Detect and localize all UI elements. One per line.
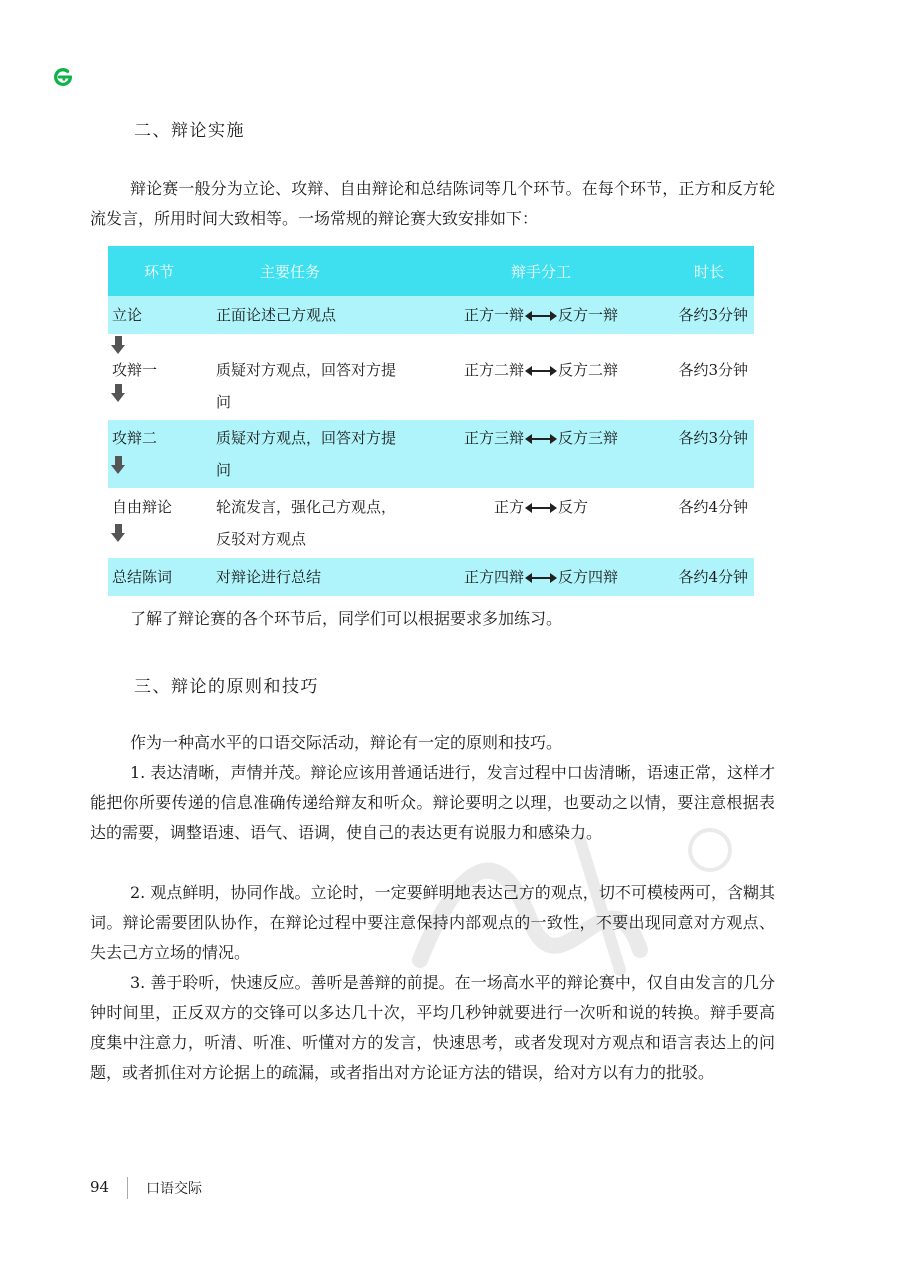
- header-roles: 辩手分工: [510, 262, 571, 281]
- section-heading-implementation: 二、辩论实施: [134, 121, 245, 141]
- duration-cell: 各约4分钟: [678, 498, 748, 516]
- stage-cell: 攻辩一: [112, 361, 158, 379]
- con-speaker: 反方: [558, 498, 589, 516]
- page-number: 94: [90, 1178, 110, 1196]
- header-stage: 环节: [144, 262, 175, 281]
- table-row: [108, 488, 754, 558]
- table-header-row: [108, 246, 754, 296]
- double-arrow-icon: [525, 573, 557, 583]
- task-cell: 质疑对方观点，回答对方提问: [216, 361, 397, 411]
- double-arrow-icon: [525, 434, 557, 444]
- double-arrow-icon: [525, 366, 557, 376]
- stage-cell: 立论: [112, 306, 143, 324]
- duration-cell: 各约4分钟: [678, 568, 748, 586]
- roles-cell: [431, 558, 651, 596]
- roles-cell: [431, 296, 651, 334]
- pro-speaker: 正方二辩: [463, 361, 524, 379]
- duration-cell: 各约3分钟: [678, 429, 748, 447]
- after-table-paragraph: 了解了辩论赛的各个环节后，同学们可以根据要求多加练习。: [130, 609, 563, 628]
- con-speaker: 反方二辩: [558, 361, 619, 379]
- principle-two-paragraph: 2. 观点鲜明，协同作战。立论时，一定要鲜明地表达己方的观点，切不可模棱两可，含糊其词。辩论需要团队协作，在辩论过程中要注意保持内部观点的一致性，不要出现同意对方观点、失去己方立场的情况。: [90, 883, 775, 962]
- roles-cell: [431, 334, 651, 420]
- debate-schedule-table: [108, 246, 754, 596]
- con-speaker: 反方三辩: [558, 429, 619, 447]
- pro-speaker: 正方一辩: [463, 306, 524, 324]
- footer-section-label: 口语交际: [146, 1181, 202, 1197]
- task-cell: 质疑对方观点，回答对方提问: [216, 429, 397, 479]
- stage-cell: 总结陈词: [112, 568, 173, 586]
- footer-divider: [127, 1177, 128, 1199]
- principles-intro-paragraph: 作为一种高水平的口语交际活动，辩论有一定的原则和技巧。: [130, 733, 563, 752]
- down-arrow-icon: [112, 384, 126, 402]
- task-cell: 对辩论进行总结: [216, 568, 322, 586]
- double-arrow-icon: [525, 311, 557, 321]
- table-row: [108, 558, 754, 596]
- roles-cell: [431, 420, 651, 488]
- pro-speaker: 正方: [493, 498, 524, 516]
- stage-cell: 攻辩二: [112, 429, 158, 447]
- down-arrow-icon: [112, 524, 126, 542]
- task-cell: 轮流发言，强化己方观点，反驳对方观点: [216, 498, 397, 548]
- table-row: [108, 420, 754, 488]
- principle-three-paragraph: 3. 善于聆听，快速反应。善听是善辩的前提。在一场高水平的辩论赛中，仅自由发言的几分钟时间里，正反双方的交锋可以多达几十次，平均几秒钟就要进行一次听和说的转换。辩手要高度集中注意力，听清、听准、听懂对方的发言，快速思考，或者发现对方观点和语言表达上的问题，或者抓住对方论据上的疏漏，或者指出对方论证方法的错误，给对方以有力的批驳。: [90, 973, 775, 1082]
- table-row: [108, 334, 754, 420]
- publisher-logo-icon: [52, 66, 74, 88]
- section-heading-principles: 三、辩论的原则和技巧: [134, 677, 319, 697]
- con-speaker: 反方四辩: [558, 568, 619, 586]
- down-arrow-icon: [112, 456, 126, 474]
- intro-paragraph: 辩论赛一般分为立论、攻辩、自由辩论和总结陈词等几个环节。在每个环节，正方和反方轮流发言，所用时间大致相等。一场常规的辩论赛大致安排如下：: [90, 179, 775, 228]
- duration-cell: 各约3分钟: [678, 361, 748, 379]
- con-speaker: 反方一辩: [558, 306, 619, 324]
- roles-cell: [431, 488, 651, 558]
- stage-cell: 自由辩论: [112, 498, 173, 516]
- header-duration: 时长: [693, 262, 724, 281]
- header-task: 主要任务: [260, 262, 321, 281]
- pro-speaker: 正方四辩: [463, 568, 524, 586]
- table-row: [108, 296, 754, 334]
- double-arrow-icon: [525, 503, 557, 513]
- duration-cell: 各约3分钟: [678, 306, 748, 324]
- task-cell: 正面论述己方观点: [216, 306, 337, 324]
- principle-one-paragraph: 1. 表达清晰，声情并茂。辩论应该用普通话进行，发言过程中口齿清晰，语速正常，这样才能把你所要传递的信息准确传递给辩友和听众。辩论要明之以理，也要动之以情，要注意根据表达的需要，调整语速、语气、语调，使自己的表达更有说服力和感染力。: [90, 763, 775, 842]
- pro-speaker: 正方三辩: [463, 429, 524, 447]
